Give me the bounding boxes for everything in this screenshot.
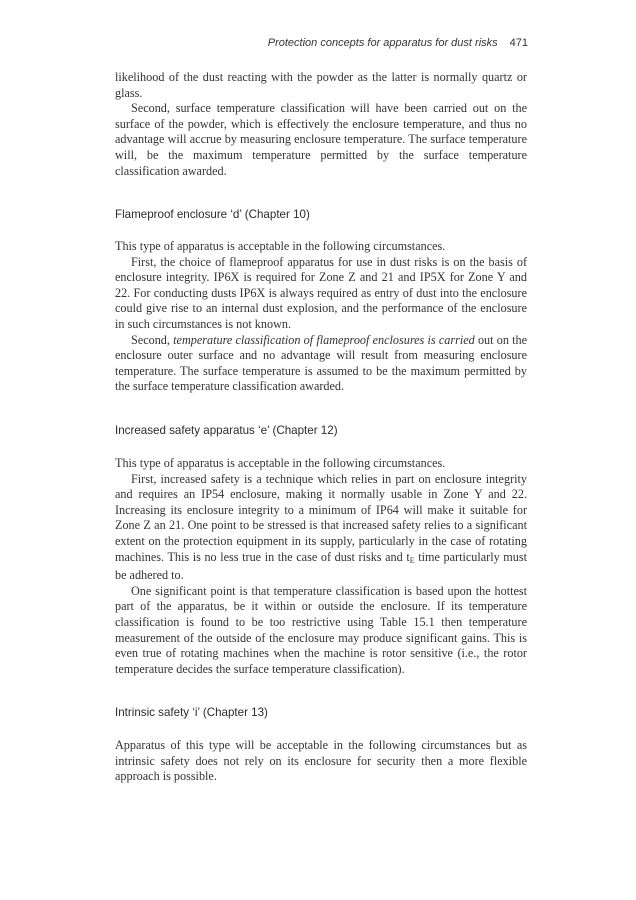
section-heading-flameproof: Flameproof enclosure ‘d’ (Chapter 10) [115,208,310,221]
flameproof-paragraph-1: This type of apparatus is acceptable in the following circumstances. [115,239,446,253]
increased-safety-paragraph-3: One significant point is that temperature classification is based upon the hottest part of the apparatus, be it within or outside the enclosure. If its temperature classification is found to be too restrictive using Table 15.1 then temperature measurement of the outside of the enclosure may produce significant gains. This is even true of rotating machines when the machine is rotor sensitive (i.e., the rotor temperature decides the surface temperature classification). [115,583,527,676]
increased-safety-text-block [115,456,527,677]
intrinsic-safety-paragraph-1: Apparatus of this type will be acceptable in the following circumstances but as intrinsic safety does not rely on its enclosure for security then a more flexible approach is possible. [115,738,527,784]
flameproof-p3-lead: Second, [131,332,170,347]
intro-paragraph-2: Second, surface temperature classification will have been carried out on the surface of the powder, which is effectively the enclosure temperature, and thus no advantage will accrue by measuring enclosure temperature. The surface temperature will, be the maximum temperature permitted by the surface temperature classification awarded. [115,101,527,178]
running-head-title: Protection concepts for apparatus for dust risks [267,37,498,49]
increased-safety-p2-subscript: E [409,555,415,565]
intro-text-block [115,70,527,179]
increased-safety-p2-b: time particularly must be adhered to. [115,549,527,583]
increased-safety-paragraph-1: This type of apparatus is acceptable in the following circumstances. [115,456,446,470]
intrinsic-safety-text-block [115,738,527,785]
page-number: 471 [509,37,528,49]
section-heading-increased-safety: Increased safety apparatus ‘e’ (Chapter 12) [115,424,338,437]
intro-paragraph-1: likelihood of the dust reacting with the powder as the latter is normally quartz or glass. [115,70,527,100]
increased-safety-paragraph-2 [115,472,527,584]
flameproof-p3-italic: temperature classification of flameproof enclosures is carried [173,332,475,347]
increased-safety-p2-a: First, increased safety is a technique which relies in part on enclosure integrity and requires an IP54 enclosure, making it normally usable in Zone Y and 22. Increasing its enclosure integrity to a minimum of IP64 will make it suitable for Zone Z an 21. One point to be stressed is that increased safety relies to a significant extent on the protection equipment in its supply, particularly in the case of rotating machines. This is no less true in the case of dust risks and t [115,471,527,564]
flameproof-p3-rest: out on the enclosure outer surface and no advantage will result from measuring enclosure temperature. The surface temperature is assumed to be the maximum permitted by the surface temperature classification awarded. [115,332,528,394]
flameproof-text-block [115,239,527,395]
flameproof-paragraph-2: First, the choice of flameproof apparatus for use in dust risks is on the basis of enclosure integrity. IP6X is required for Zone Z and 21 and IP5X for Zone Y and 22. For conducting dusts IP6X is always required as entry of dust into the enclosure could give rise to an internal dust explosion, and the performance of the enclosure in such circumstances is not known. [115,254,527,331]
flameproof-paragraph-3 [115,333,527,395]
running-head [268,37,528,49]
section-heading-intrinsic-safety: Intrinsic safety ‘i’ (Chapter 13) [115,706,268,719]
